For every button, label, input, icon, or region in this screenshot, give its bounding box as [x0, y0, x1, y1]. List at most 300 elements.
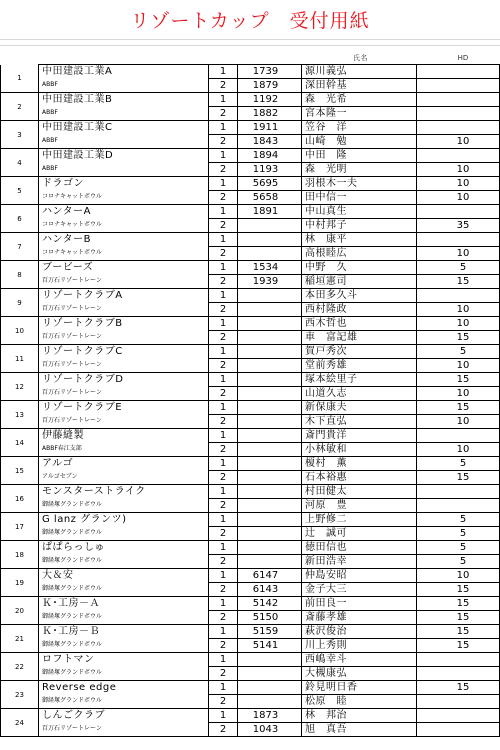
license-number: 6147: [238, 569, 302, 583]
player-name: 賀戸秀次: [302, 345, 417, 359]
team-name: モンスターストライク: [39, 485, 209, 499]
player-order: 2: [209, 219, 238, 233]
handicap: [417, 65, 500, 79]
player-name: 宮本隆一: [302, 107, 417, 121]
license-number: [238, 485, 302, 499]
player-order: 1: [209, 485, 238, 499]
entry-row: [1, 485, 500, 499]
player-name: 新田浩幸: [302, 555, 417, 569]
bowling-center: 御経塚グランドボウル: [39, 499, 209, 513]
team-name: 大＆安: [39, 569, 209, 583]
player-order: 1: [209, 597, 238, 611]
entry-row: [1, 373, 500, 387]
entry-number: 21: [1, 625, 39, 653]
team-name: しんごクラブ: [39, 709, 209, 723]
entry-row: [1, 177, 500, 191]
entry-row: [1, 625, 500, 639]
handicap: [417, 667, 500, 681]
entry-row: [1, 583, 500, 597]
entry-row: [1, 247, 500, 261]
handicap: 10: [417, 163, 500, 177]
team-name: ブービーズ: [39, 261, 209, 275]
team-name: ハンターB: [39, 233, 209, 247]
team-name: 中田建設工業C: [39, 121, 209, 135]
license-number: [238, 317, 302, 331]
entry-row: [1, 261, 500, 275]
entry-row: [1, 429, 500, 443]
player-name: 西村隆政: [302, 303, 417, 317]
license-number: [238, 443, 302, 457]
player-order: 2: [209, 499, 238, 513]
license-number: 5658: [238, 191, 302, 205]
player-order: 1: [209, 625, 238, 639]
entry-row: [1, 527, 500, 541]
entry-row: [1, 443, 500, 457]
player-name: 高根睦広: [302, 247, 417, 261]
player-name: 林 康平: [302, 233, 417, 247]
player-name: 辻 誠可: [302, 527, 417, 541]
player-order: 2: [209, 695, 238, 709]
team-name: 伊藤縫製: [39, 429, 209, 443]
player-name: 前田良一: [302, 597, 417, 611]
bowling-center: 百万石リゾートレーン: [39, 387, 209, 401]
handicap: 5: [417, 513, 500, 527]
handicap: [417, 709, 500, 723]
player-order: 1: [209, 177, 238, 191]
entry-row: [1, 163, 500, 177]
handicap: 10: [417, 443, 500, 457]
handicap: [417, 93, 500, 107]
player-name: 堂前秀雄: [302, 359, 417, 373]
player-name: 松原 睦: [302, 695, 417, 709]
player-name: 中山真生: [302, 205, 417, 219]
entry-number: 6: [1, 205, 39, 233]
bowling-center: 御経塚グランドボウル: [39, 555, 209, 569]
player-order: 2: [209, 723, 238, 737]
bowling-center: 御経塚グランドボウル: [39, 611, 209, 625]
header-row: [1, 52, 500, 65]
license-number: [238, 695, 302, 709]
license-number: 1879: [238, 79, 302, 93]
handicap: 10: [417, 191, 500, 205]
player-order: 1: [209, 513, 238, 527]
bowling-center: 御経塚グランドボウル: [39, 583, 209, 597]
entry-row: [1, 709, 500, 723]
license-number: 5695: [238, 177, 302, 191]
license-number: 1192: [238, 93, 302, 107]
entry-row: [1, 345, 500, 359]
team-name: リゾートクラブD: [39, 373, 209, 387]
bowling-center: 御経塚グランドボウル: [39, 695, 209, 709]
player-name: 源川義弘: [302, 65, 417, 79]
handicap: 10: [417, 177, 500, 191]
player-name: 田中信一: [302, 191, 417, 205]
player-name: 中野 久: [302, 261, 417, 275]
player-order: 2: [209, 107, 238, 121]
handicap: 5: [417, 261, 500, 275]
license-number: [238, 345, 302, 359]
entry-number: 19: [1, 569, 39, 597]
handicap: 15: [417, 471, 500, 485]
player-order: 1: [209, 121, 238, 135]
player-order: 2: [209, 275, 238, 289]
player-order: 2: [209, 667, 238, 681]
handicap: 15: [417, 639, 500, 653]
grid-line: [0, 45, 500, 46]
entry-row: [1, 303, 500, 317]
player-name: 稲垣憲司: [302, 275, 417, 289]
license-number: [238, 359, 302, 373]
handicap: 15: [417, 681, 500, 695]
team-name: 中田建設工業A: [39, 65, 209, 79]
license-number: [238, 667, 302, 681]
entry-row: [1, 65, 500, 79]
player-order: 1: [209, 373, 238, 387]
license-number: [238, 415, 302, 429]
bowling-center: ABBF春江支部: [39, 443, 209, 457]
entry-row: [1, 289, 500, 303]
license-number: [238, 373, 302, 387]
license-number: 1894: [238, 149, 302, 163]
player-name: 斎門貴洋: [302, 429, 417, 443]
player-order: 1: [209, 457, 238, 471]
license-number: [238, 429, 302, 443]
entry-number: 24: [1, 709, 39, 737]
player-order: 2: [209, 611, 238, 625]
license-number: 5142: [238, 597, 302, 611]
handicap: 5: [417, 457, 500, 471]
entry-row: [1, 457, 500, 471]
license-number: 5159: [238, 625, 302, 639]
license-number: [238, 457, 302, 471]
license-number: 1043: [238, 723, 302, 737]
handicap: [417, 289, 500, 303]
license-number: 1534: [238, 261, 302, 275]
entry-row: [1, 135, 500, 149]
player-order: 1: [209, 569, 238, 583]
handicap: [417, 79, 500, 93]
player-order: 1: [209, 261, 238, 275]
license-number: 1843: [238, 135, 302, 149]
entry-number: 12: [1, 373, 39, 401]
entry-row: [1, 205, 500, 219]
handicap: [417, 121, 500, 135]
license-number: [238, 513, 302, 527]
player-order: 2: [209, 527, 238, 541]
player-name: 笠谷 洋: [302, 121, 417, 135]
handicap: 10: [417, 247, 500, 261]
player-name: 村田健太: [302, 485, 417, 499]
bowling-center: ABBF: [39, 107, 209, 121]
player-order: 1: [209, 401, 238, 415]
player-order: 2: [209, 331, 238, 345]
handicap: [417, 233, 500, 247]
entry-row: [1, 359, 500, 373]
entry-row: [1, 191, 500, 205]
license-number: 1882: [238, 107, 302, 121]
player-name: 山崎 勉: [302, 135, 417, 149]
team-name: リゾートクラブE: [39, 401, 209, 415]
player-order: 1: [209, 681, 238, 695]
entry-number: 13: [1, 401, 39, 429]
entry-row: [1, 723, 500, 737]
handicap: 15: [417, 625, 500, 639]
player-name: 森 光希: [302, 93, 417, 107]
entry-row: [1, 233, 500, 247]
player-name: 仲島安昭: [302, 569, 417, 583]
player-name: 新保康夫: [302, 401, 417, 415]
handicap: 5: [417, 555, 500, 569]
player-name: 斎藤孝雄: [302, 611, 417, 625]
license-number: [238, 401, 302, 415]
player-name: 山道久志: [302, 387, 417, 401]
license-number: [238, 289, 302, 303]
license-number: [238, 499, 302, 513]
handicap: 15: [417, 597, 500, 611]
team-name: Ｋ･工房－Ｂ: [39, 625, 209, 639]
entry-number: 22: [1, 653, 39, 681]
bowling-center: 百万石リゾートレーン: [39, 359, 209, 373]
license-number: [238, 681, 302, 695]
player-order: 1: [209, 429, 238, 443]
player-order: 1: [209, 653, 238, 667]
handicap: 15: [417, 611, 500, 625]
player-order: 1: [209, 541, 238, 555]
entry-row: [1, 471, 500, 485]
entry-number: 8: [1, 261, 39, 289]
player-order: 2: [209, 583, 238, 597]
player-order: 2: [209, 303, 238, 317]
player-order: 2: [209, 247, 238, 261]
entry-row: [1, 331, 500, 345]
bowling-center: ABBF: [39, 79, 209, 93]
handicap: 10: [417, 359, 500, 373]
handicap: 10: [417, 317, 500, 331]
entry-number: 10: [1, 317, 39, 345]
player-name: 深田幹基: [302, 79, 417, 93]
license-number: [238, 247, 302, 261]
player-order: 2: [209, 555, 238, 569]
entry-row: [1, 387, 500, 401]
entry-row: [1, 275, 500, 289]
entry-row: [1, 667, 500, 681]
team-name: リゾートクラブC: [39, 345, 209, 359]
bowling-center: 御経塚グランドボウル: [39, 667, 209, 681]
bowling-center: 御経塚グランドボウル: [39, 639, 209, 653]
player-order: 1: [209, 149, 238, 163]
player-order: 1: [209, 65, 238, 79]
handicap: 15: [417, 373, 500, 387]
handicap: 10: [417, 387, 500, 401]
player-name: 徳田信也: [302, 541, 417, 555]
handicap: [417, 499, 500, 513]
player-name: 木下直弘: [302, 415, 417, 429]
handicap: [417, 149, 500, 163]
handicap: 10: [417, 569, 500, 583]
player-name: 川上秀則: [302, 639, 417, 653]
license-number: 1193: [238, 163, 302, 177]
license-number: [238, 219, 302, 233]
license-number: 5141: [238, 639, 302, 653]
team-name: 中田建設工業D: [39, 149, 209, 163]
handicap: 5: [417, 527, 500, 541]
handicap: 15: [417, 275, 500, 289]
player-name: 大槻康弘: [302, 667, 417, 681]
license-number: [238, 555, 302, 569]
handicap: [417, 653, 500, 667]
player-name: 中田 隆: [302, 149, 417, 163]
handicap: 10: [417, 415, 500, 429]
entry-number: 18: [1, 541, 39, 569]
entry-number: 17: [1, 513, 39, 541]
team-name: ドラゴン: [39, 177, 209, 191]
entry-row: [1, 681, 500, 695]
entry-row: [1, 653, 500, 667]
player-name: 中村邦子: [302, 219, 417, 233]
bowling-center: 百万石リゾートレーン: [39, 275, 209, 289]
entry-row: [1, 597, 500, 611]
player-order: 2: [209, 471, 238, 485]
page-title: リゾートカップ 受付用紙: [130, 10, 370, 32]
player-order: 2: [209, 415, 238, 429]
team-name: ハンターA: [39, 205, 209, 219]
entry-number: 23: [1, 681, 39, 709]
team-name: ぱぱらっしゅ: [39, 541, 209, 555]
handicap: [417, 107, 500, 121]
player-order: 1: [209, 205, 238, 219]
bowling-center: コロナキャットボウル: [39, 191, 209, 205]
team-name: リゾートクラブB: [39, 317, 209, 331]
entry-row: [1, 317, 500, 331]
player-name: 鈴見明日香: [302, 681, 417, 695]
entry-row: [1, 499, 500, 513]
player-order: 2: [209, 387, 238, 401]
player-name: 上野修二: [302, 513, 417, 527]
handicap: 15: [417, 583, 500, 597]
license-number: [238, 653, 302, 667]
license-number: [238, 471, 302, 485]
player-order: 2: [209, 639, 238, 653]
entry-row: [1, 149, 500, 163]
entry-row: [1, 107, 500, 121]
handicap: [417, 485, 500, 499]
bowling-center: 百万石リゾートレーン: [39, 303, 209, 317]
team-name: 中田建設工業B: [39, 93, 209, 107]
player-name: 石本裕惠: [302, 471, 417, 485]
license-number: 1891: [238, 205, 302, 219]
bowling-center: 百万石リゾートレーン: [39, 331, 209, 345]
team-name: G lanz グランツ): [39, 513, 209, 527]
bowling-center: 百万石リゾートレーン: [39, 415, 209, 429]
license-number: [238, 387, 302, 401]
team-name: リゾートクラブA: [39, 289, 209, 303]
player-name: 河原 豊: [302, 499, 417, 513]
team-name: アルゴ: [39, 457, 209, 471]
entry-number: 20: [1, 597, 39, 625]
hd-header: HD: [457, 54, 469, 62]
player-name: 小林敏和: [302, 443, 417, 457]
player-order: 1: [209, 289, 238, 303]
player-name: 金子大三: [302, 583, 417, 597]
entry-number: 7: [1, 233, 39, 261]
handicap: 10: [417, 303, 500, 317]
player-order: 2: [209, 163, 238, 177]
entry-row: [1, 569, 500, 583]
handicap: 5: [417, 541, 500, 555]
player-order: 1: [209, 345, 238, 359]
entry-row: [1, 415, 500, 429]
handicap: 35: [417, 219, 500, 233]
player-order: 2: [209, 79, 238, 93]
entry-row: [1, 513, 500, 527]
player-name: 旭 真吾: [302, 723, 417, 737]
entry-number: 2: [1, 93, 39, 121]
license-number: [238, 527, 302, 541]
player-name: 塚本絵里子: [302, 373, 417, 387]
bowling-center: アルゴセブン: [39, 471, 209, 485]
team-name: ロフトマン: [39, 653, 209, 667]
license-number: 1911: [238, 121, 302, 135]
player-order: 1: [209, 93, 238, 107]
entry-row: [1, 639, 500, 653]
license-number: [238, 233, 302, 247]
entry-number: 5: [1, 177, 39, 205]
license-number: 1739: [238, 65, 302, 79]
handicap: 15: [417, 331, 500, 345]
player-name: 林 邦治: [302, 709, 417, 723]
player-order: 1: [209, 233, 238, 247]
handicap: [417, 429, 500, 443]
handicap: [417, 723, 500, 737]
entry-number: 1: [1, 65, 39, 93]
player-name: 車 富記雄: [302, 331, 417, 345]
entry-row: [1, 121, 500, 135]
entry-row: [1, 219, 500, 233]
handicap: [417, 205, 500, 219]
player-order: 2: [209, 191, 238, 205]
license-number: [238, 331, 302, 345]
entry-row: [1, 555, 500, 569]
license-number: 6143: [238, 583, 302, 597]
bowling-center: ABBF: [39, 163, 209, 177]
player-order: 2: [209, 359, 238, 373]
name-header: 氏名: [353, 54, 368, 62]
bowling-center: 百万石リゾートレーン: [39, 723, 209, 737]
team-name: Ｋ･工房－Ａ: [39, 597, 209, 611]
handicap: [417, 695, 500, 709]
handicap: 5: [417, 345, 500, 359]
bowling-center: ABBF: [39, 135, 209, 149]
player-order: 1: [209, 317, 238, 331]
handicap: 10: [417, 135, 500, 149]
entry-row: [1, 611, 500, 625]
player-name: 本田多久斗: [302, 289, 417, 303]
player-name: 西木哲也: [302, 317, 417, 331]
bowling-center: コロナキャットボウル: [39, 247, 209, 261]
license-number: 1939: [238, 275, 302, 289]
license-number: [238, 303, 302, 317]
reception-table: [0, 52, 500, 737]
entry-number: 16: [1, 485, 39, 513]
player-name: 萩沢俊治: [302, 625, 417, 639]
player-order: 2: [209, 135, 238, 149]
entry-number: 14: [1, 429, 39, 457]
player-name: 羽根木一夫: [302, 177, 417, 191]
license-number: 1873: [238, 709, 302, 723]
entry-number: 11: [1, 345, 39, 373]
entry-number: 15: [1, 457, 39, 485]
license-number: 5150: [238, 611, 302, 625]
